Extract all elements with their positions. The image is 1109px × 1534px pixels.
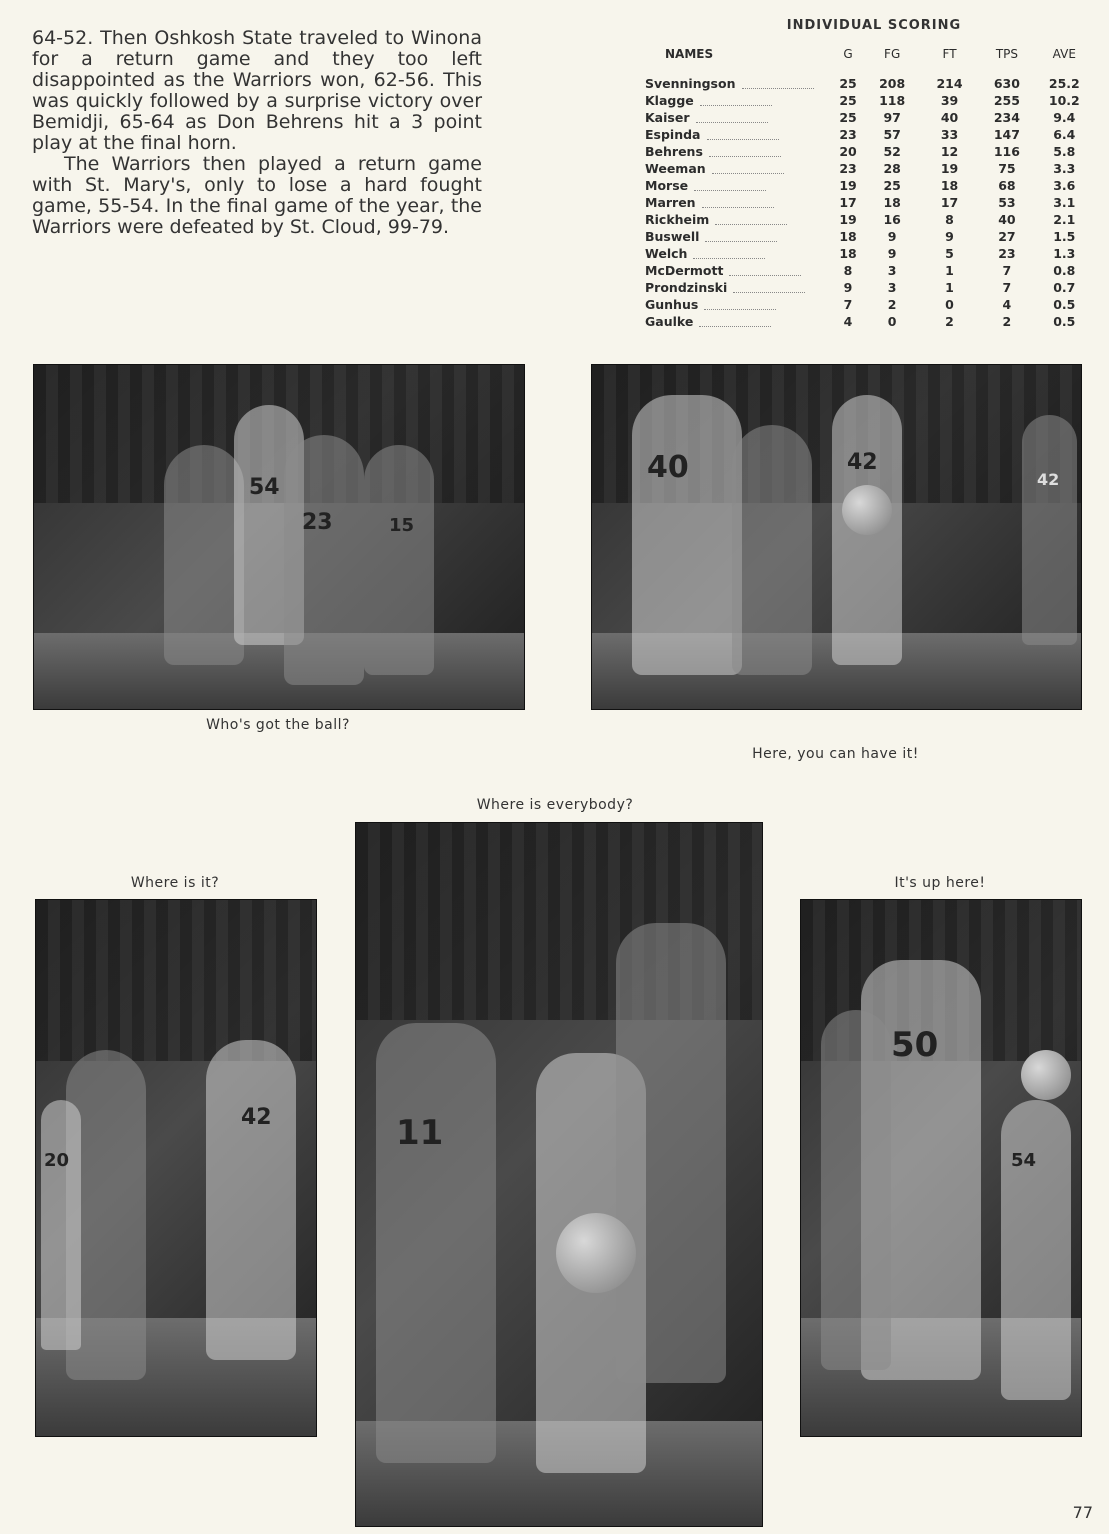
average: 3.1 bbox=[1053, 195, 1076, 210]
scoring-row bbox=[645, 177, 1093, 194]
games: 9 bbox=[843, 280, 853, 295]
player-name-text: McDermott bbox=[645, 263, 724, 278]
games: 23 bbox=[839, 127, 857, 142]
story-paragraph-2: The Warriors then played a return game with St. Mary's, only to lose a hard fought game, 55-54. In the final game of the year, the Warriors were defeated by St. Cloud, 99-79. bbox=[32, 153, 482, 238]
average: 10.2 bbox=[1048, 93, 1080, 108]
leader-dots bbox=[733, 284, 805, 293]
total-points: 116 bbox=[993, 144, 1020, 159]
jersey-number: 23 bbox=[302, 510, 333, 535]
total-points: 7 bbox=[1002, 263, 1012, 278]
scoring-row bbox=[645, 194, 1093, 211]
page-number: 77 bbox=[1072, 1503, 1093, 1522]
free-throws: 5 bbox=[945, 246, 954, 261]
total-points: 2 bbox=[1002, 314, 1012, 329]
scoring-row bbox=[645, 313, 1093, 330]
average: 3.3 bbox=[1053, 161, 1076, 176]
leader-dots bbox=[705, 233, 777, 242]
field-goals: 118 bbox=[879, 93, 906, 108]
total-points: 75 bbox=[998, 161, 1016, 176]
leader-dots bbox=[700, 97, 772, 106]
header-names: NAMES bbox=[665, 47, 714, 61]
games: 25 bbox=[839, 76, 857, 91]
free-throws: 12 bbox=[940, 144, 959, 159]
average: 3.6 bbox=[1053, 178, 1076, 193]
field-goals: 57 bbox=[883, 127, 901, 142]
games: 25 bbox=[839, 110, 857, 125]
leader-dots bbox=[699, 318, 771, 327]
photo-where-is-it bbox=[35, 899, 317, 1437]
field-goals: 28 bbox=[883, 161, 901, 176]
player-name-text: Marren bbox=[645, 195, 696, 210]
scoring-row bbox=[645, 160, 1093, 177]
caption-here-you-can-have-it: Here, you can have it! bbox=[752, 746, 919, 762]
field-goals: 208 bbox=[879, 76, 906, 91]
player-name bbox=[645, 92, 833, 109]
average: 9.4 bbox=[1053, 110, 1076, 125]
field-goals: 3 bbox=[887, 263, 897, 278]
leader-dots bbox=[715, 216, 787, 225]
scoring-row bbox=[645, 126, 1093, 143]
games: 20 bbox=[839, 144, 857, 159]
jersey-number: 40 bbox=[647, 450, 689, 485]
total-points: 4 bbox=[1002, 297, 1012, 312]
player-name-text: Espinda bbox=[645, 127, 701, 142]
average: 6.4 bbox=[1053, 127, 1076, 142]
field-goals: 3 bbox=[887, 280, 897, 295]
free-throws: 8 bbox=[945, 212, 954, 227]
field-goals: 0 bbox=[887, 314, 897, 329]
scoring-row bbox=[645, 69, 1093, 92]
leader-dots bbox=[704, 301, 776, 310]
jersey-number: 42 bbox=[241, 1105, 272, 1130]
free-throws: 2 bbox=[945, 314, 954, 329]
total-points: 234 bbox=[993, 110, 1020, 125]
player-name bbox=[645, 262, 833, 279]
jersey-number: 20 bbox=[44, 1150, 70, 1171]
average: 5.8 bbox=[1053, 144, 1076, 159]
player-name-text: Weeman bbox=[645, 161, 706, 176]
free-throws: 33 bbox=[940, 127, 959, 142]
photo-where-is-everybody bbox=[355, 822, 763, 1527]
scoring-row bbox=[645, 279, 1093, 296]
photo-its-up-here bbox=[800, 899, 1082, 1437]
free-throws: 214 bbox=[936, 76, 963, 91]
player-name-text: Gaulke bbox=[645, 314, 694, 329]
player-name bbox=[645, 296, 833, 313]
player-name bbox=[645, 211, 833, 228]
field-goals: 9 bbox=[887, 246, 897, 261]
header-fg: FG bbox=[884, 47, 901, 61]
field-goals: 9 bbox=[887, 229, 897, 244]
average: 0.8 bbox=[1053, 263, 1076, 278]
free-throws: 1 bbox=[945, 263, 954, 278]
total-points: 147 bbox=[993, 127, 1020, 142]
player-name-text: Svenningson bbox=[645, 76, 736, 91]
free-throws: 9 bbox=[945, 229, 954, 244]
total-points: 40 bbox=[998, 212, 1016, 227]
header-ave: AVE bbox=[1052, 47, 1076, 61]
total-points: 68 bbox=[998, 178, 1016, 193]
leader-dots bbox=[742, 80, 814, 89]
scoring-row bbox=[645, 92, 1093, 109]
scoring-row bbox=[645, 228, 1093, 245]
player-name-text: Rickheim bbox=[645, 212, 710, 227]
total-points: 53 bbox=[998, 195, 1016, 210]
average: 0.5 bbox=[1053, 314, 1076, 329]
story-paragraph-1: 64-52. Then Oshkosh State traveled to Winona for a return game and they too left disappointed as the Warriors won, 62-56. This was quickly followed by a surprise victory over Bemidji, 65-64 as Don Behrens hit a 3 point play at the final horn. bbox=[32, 27, 482, 154]
caption-whos-got-the-ball: Who's got the ball? bbox=[206, 717, 350, 733]
games: 17 bbox=[839, 195, 857, 210]
total-points: 255 bbox=[993, 93, 1020, 108]
leader-dots bbox=[712, 165, 784, 174]
player-name-text: Welch bbox=[645, 246, 688, 261]
player-name bbox=[645, 160, 833, 177]
leader-dots bbox=[693, 250, 765, 259]
player-name bbox=[645, 228, 833, 245]
story-text bbox=[32, 28, 482, 238]
free-throws: 1 bbox=[945, 280, 954, 295]
free-throws: 0 bbox=[945, 297, 954, 312]
games: 23 bbox=[839, 161, 857, 176]
free-throws: 19 bbox=[940, 161, 959, 176]
games: 25 bbox=[839, 93, 857, 108]
leader-dots bbox=[702, 199, 774, 208]
player-name bbox=[645, 126, 833, 143]
header-ft: FT bbox=[942, 47, 957, 61]
player-name bbox=[645, 194, 833, 211]
player-name-text: Gunhus bbox=[645, 297, 699, 312]
total-points: 630 bbox=[993, 76, 1020, 91]
player-name-text: Behrens bbox=[645, 144, 703, 159]
leader-dots bbox=[709, 148, 781, 157]
scoring-row bbox=[645, 211, 1093, 228]
field-goals: 2 bbox=[887, 297, 897, 312]
player-name-text: Klagge bbox=[645, 93, 694, 108]
games: 18 bbox=[839, 246, 857, 261]
games: 19 bbox=[839, 212, 857, 227]
total-points: 7 bbox=[1002, 280, 1012, 295]
total-points: 27 bbox=[998, 229, 1016, 244]
free-throws: 40 bbox=[940, 110, 959, 125]
caption-where-is-it: Where is it? bbox=[130, 875, 220, 891]
photo-whos-got-the-ball bbox=[33, 364, 525, 710]
jersey-number: 42 bbox=[847, 450, 878, 475]
average: 25.2 bbox=[1048, 76, 1080, 91]
caption-its-up-here: It's up here! bbox=[894, 875, 986, 891]
field-goals: 25 bbox=[883, 178, 901, 193]
scoring-row bbox=[645, 245, 1093, 262]
free-throws: 18 bbox=[940, 178, 959, 193]
player-name bbox=[645, 245, 833, 262]
leader-dots bbox=[729, 267, 801, 276]
jersey-number: 42 bbox=[1037, 470, 1060, 489]
caption-where-is-everybody: Where is everybody? bbox=[476, 797, 634, 813]
header-g: G bbox=[843, 47, 853, 61]
header-tps: TPS bbox=[995, 47, 1018, 61]
player-name bbox=[645, 313, 833, 330]
player-name-text: Buswell bbox=[645, 229, 700, 244]
average: 1.5 bbox=[1053, 229, 1076, 244]
total-points: 23 bbox=[998, 246, 1016, 261]
jersey-number: 50 bbox=[891, 1025, 939, 1065]
scoring-rows bbox=[645, 69, 1093, 330]
player-name bbox=[645, 279, 833, 296]
field-goals: 52 bbox=[883, 144, 901, 159]
free-throws: 39 bbox=[940, 93, 959, 108]
average: 0.7 bbox=[1053, 280, 1076, 295]
basketball bbox=[842, 485, 892, 535]
player-name bbox=[645, 143, 833, 160]
scoring-row bbox=[645, 143, 1093, 160]
photo-here-you-can-have-it bbox=[591, 364, 1082, 710]
basketball bbox=[1021, 1050, 1071, 1100]
scoring-header-row bbox=[645, 47, 1093, 69]
player-name bbox=[645, 109, 833, 126]
player-name bbox=[645, 177, 833, 194]
jersey-number: 11 bbox=[396, 1113, 444, 1153]
leader-dots bbox=[707, 131, 779, 140]
field-goals: 97 bbox=[883, 110, 901, 125]
jersey-number: 54 bbox=[1011, 1150, 1037, 1171]
player-name bbox=[645, 69, 833, 92]
games: 7 bbox=[843, 297, 853, 312]
scoring-table bbox=[645, 47, 1093, 330]
free-throws: 17 bbox=[940, 195, 959, 210]
individual-scoring bbox=[645, 18, 1093, 330]
games: 8 bbox=[843, 263, 853, 278]
leader-dots bbox=[696, 114, 768, 123]
jersey-number: 54 bbox=[249, 475, 280, 500]
player-name-text: Prondzinski bbox=[645, 280, 728, 295]
field-goals: 16 bbox=[883, 212, 901, 227]
scoring-row bbox=[645, 109, 1093, 126]
jersey-number: 15 bbox=[389, 515, 415, 536]
average: 2.1 bbox=[1053, 212, 1076, 227]
player-name-text: Morse bbox=[645, 178, 689, 193]
games: 4 bbox=[843, 314, 853, 329]
player-name-text: Kaiser bbox=[645, 110, 690, 125]
scoring-title: INDIVIDUAL SCORING bbox=[786, 18, 962, 33]
basketball bbox=[556, 1213, 636, 1293]
games: 18 bbox=[839, 229, 857, 244]
average: 1.3 bbox=[1053, 246, 1076, 261]
games: 19 bbox=[839, 178, 857, 193]
field-goals: 18 bbox=[883, 195, 901, 210]
average: 0.5 bbox=[1053, 297, 1076, 312]
leader-dots bbox=[694, 182, 766, 191]
scoring-row bbox=[645, 296, 1093, 313]
scoring-row bbox=[645, 262, 1093, 279]
